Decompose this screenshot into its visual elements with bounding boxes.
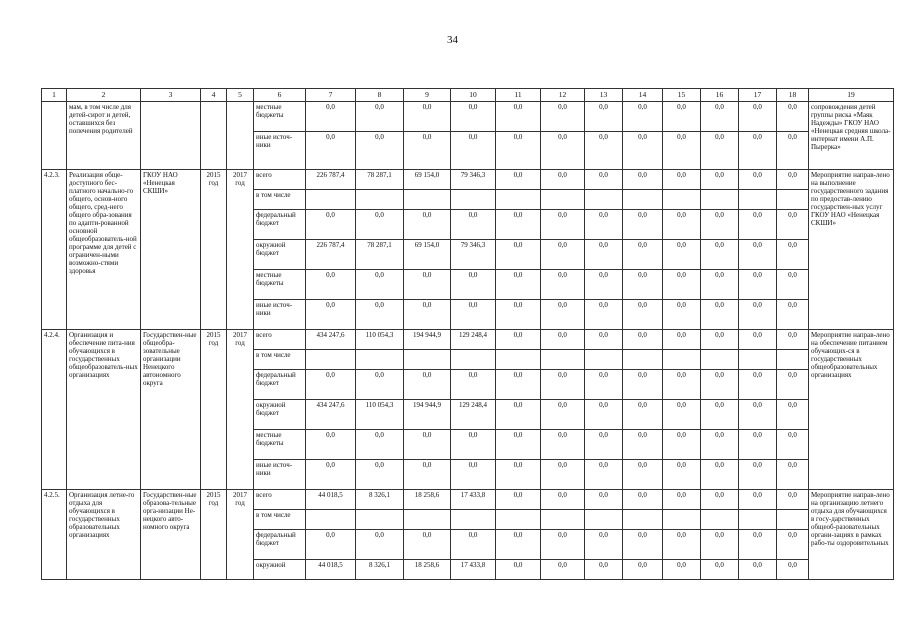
- value-cell: [496, 510, 541, 530]
- value-cell: [701, 350, 739, 370]
- source-label: окружной: [254, 560, 306, 580]
- value-cell: [404, 190, 451, 210]
- value-cell: [623, 350, 663, 370]
- value-cell: 0,0: [623, 210, 663, 240]
- value-cell: [404, 350, 451, 370]
- value-cell: 226 787,4: [306, 240, 356, 270]
- value-cell: 0,0: [739, 270, 777, 300]
- value-cell: [585, 190, 623, 210]
- item-start-year: 2015 год: [201, 490, 227, 580]
- value-cell: 0,0: [496, 490, 541, 510]
- value-cell: 0,0: [701, 330, 739, 350]
- value-cell: 0,0: [701, 560, 739, 580]
- value-cell: 0,0: [404, 530, 451, 560]
- value-cell: 0,0: [451, 270, 496, 300]
- value-cell: 0,0: [451, 132, 496, 170]
- value-cell: 44 018,5: [306, 560, 356, 580]
- value-cell: 0,0: [663, 370, 701, 400]
- value-cell: 0,0: [541, 370, 585, 400]
- value-cell: [585, 350, 623, 370]
- item-start-year: 2015 год: [201, 330, 227, 490]
- value-cell: 0,0: [541, 270, 585, 300]
- value-cell: 0,0: [541, 400, 585, 430]
- value-cell: [739, 190, 777, 210]
- value-cell: 0,0: [306, 530, 356, 560]
- value-cell: 0,0: [623, 530, 663, 560]
- value-cell: 0,0: [306, 132, 356, 170]
- value-cell: 0,0: [739, 490, 777, 510]
- value-cell: 0,0: [496, 460, 541, 490]
- value-cell: 0,0: [663, 400, 701, 430]
- value-cell: 8 326,1: [356, 560, 404, 580]
- header-row: [42, 89, 894, 102]
- source-label: федеральный бюджет: [254, 210, 306, 240]
- value-cell: 110 054,3: [356, 400, 404, 430]
- column-header: 7: [306, 89, 356, 102]
- value-cell: [623, 510, 663, 530]
- value-cell: 0,0: [541, 490, 585, 510]
- value-cell: 0,0: [541, 430, 585, 460]
- value-cell: 434 247,6: [306, 330, 356, 350]
- value-cell: 0,0: [663, 240, 701, 270]
- value-cell: 0,0: [451, 102, 496, 132]
- value-cell: 79 346,3: [451, 240, 496, 270]
- value-cell: 0,0: [451, 530, 496, 560]
- value-cell: 0,0: [496, 170, 541, 190]
- value-cell: [663, 510, 701, 530]
- value-cell: 0,0: [701, 430, 739, 460]
- value-cell: 0,0: [663, 330, 701, 350]
- value-cell: 0,0: [623, 102, 663, 132]
- value-cell: 0,0: [663, 270, 701, 300]
- table-row: [42, 330, 894, 350]
- value-cell: 0,0: [541, 530, 585, 560]
- value-cell: 0,0: [496, 530, 541, 560]
- column-header: 3: [141, 89, 201, 102]
- item-description: сопровождения детей группы риска «Маяк Надежды» ГКОУ НАО «Ненецкая средняя школа-интернат имени А.П. Пырерка»: [809, 102, 894, 170]
- column-header: 6: [254, 89, 306, 102]
- value-cell: 226 787,4: [306, 170, 356, 190]
- item-end-year: 2017 год: [227, 170, 254, 330]
- value-cell: 17 433,8: [451, 560, 496, 580]
- value-cell: 0,0: [496, 330, 541, 350]
- value-cell: 0,0: [451, 370, 496, 400]
- value-cell: 0,0: [663, 210, 701, 240]
- value-cell: 0,0: [306, 210, 356, 240]
- value-cell: 434 247,6: [306, 400, 356, 430]
- value-cell: 110 054,3: [356, 330, 404, 350]
- value-cell: 0,0: [306, 102, 356, 132]
- value-cell: 0,0: [585, 132, 623, 170]
- table-row: [42, 102, 894, 132]
- value-cell: 0,0: [701, 370, 739, 400]
- value-cell: [777, 510, 809, 530]
- column-header: 16: [701, 89, 739, 102]
- value-cell: 69 154,0: [404, 240, 451, 270]
- source-label: всего: [254, 170, 306, 190]
- value-cell: 0,0: [496, 132, 541, 170]
- value-cell: 17 433,8: [451, 490, 496, 510]
- value-cell: 0,0: [739, 560, 777, 580]
- value-cell: 0,0: [777, 560, 809, 580]
- value-cell: 0,0: [777, 240, 809, 270]
- source-label: всего: [254, 490, 306, 510]
- item-end-year: 2017 год: [227, 490, 254, 580]
- column-header: 11: [496, 89, 541, 102]
- column-header: 15: [663, 89, 701, 102]
- value-cell: 0,0: [585, 170, 623, 190]
- value-cell: [496, 350, 541, 370]
- value-cell: 0,0: [701, 170, 739, 190]
- value-cell: 0,0: [701, 490, 739, 510]
- value-cell: 0,0: [777, 430, 809, 460]
- value-cell: 0,0: [701, 300, 739, 330]
- value-cell: 0,0: [356, 132, 404, 170]
- item-number: 4.2.4.: [42, 330, 67, 490]
- value-cell: 0,0: [585, 300, 623, 330]
- item-executor: Государствен-ные общеобра-зовательные организации Ненецкого автономного округа: [141, 330, 201, 490]
- value-cell: 0,0: [623, 270, 663, 300]
- value-cell: 0,0: [451, 460, 496, 490]
- value-cell: 0,0: [541, 330, 585, 350]
- value-cell: 129 248,4: [451, 330, 496, 350]
- value-cell: 0,0: [623, 240, 663, 270]
- source-label: иные источ-ники: [254, 460, 306, 490]
- column-header: 17: [739, 89, 777, 102]
- value-cell: 0,0: [541, 102, 585, 132]
- value-cell: 79 346,3: [451, 170, 496, 190]
- value-cell: 0,0: [701, 102, 739, 132]
- value-cell: 0,0: [585, 460, 623, 490]
- value-cell: 0,0: [496, 270, 541, 300]
- value-cell: 0,0: [701, 132, 739, 170]
- column-header: 4: [201, 89, 227, 102]
- value-cell: 0,0: [739, 370, 777, 400]
- value-cell: 0,0: [623, 370, 663, 400]
- value-cell: 0,0: [739, 430, 777, 460]
- program-table: [41, 88, 894, 580]
- value-cell: 0,0: [623, 300, 663, 330]
- value-cell: 0,0: [356, 210, 404, 240]
- value-cell: 0,0: [356, 430, 404, 460]
- value-cell: 0,0: [404, 430, 451, 460]
- value-cell: 0,0: [306, 370, 356, 400]
- value-cell: [306, 510, 356, 530]
- table-row: [42, 170, 894, 190]
- value-cell: 0,0: [739, 530, 777, 560]
- item-number: [42, 102, 67, 170]
- value-cell: [496, 190, 541, 210]
- column-header: 1: [42, 89, 67, 102]
- column-header: 13: [585, 89, 623, 102]
- value-cell: 0,0: [663, 102, 701, 132]
- value-cell: 0,0: [739, 210, 777, 240]
- value-cell: 0,0: [541, 300, 585, 330]
- item-name: Реализация обще-доступного бес-платного начально-го общего, основ-ного общего, сред-него общего обра-зования по адапти-рованной основной общеобразователь-ной программе для детей с ограничен-ными возможно-стями здоровья: [67, 170, 141, 330]
- item-end-year: [227, 102, 254, 170]
- source-label: местные бюджеты: [254, 270, 306, 300]
- value-cell: 0,0: [356, 460, 404, 490]
- column-header: 10: [451, 89, 496, 102]
- value-cell: 0,0: [663, 530, 701, 560]
- value-cell: [451, 190, 496, 210]
- value-cell: 0,0: [777, 270, 809, 300]
- value-cell: 0,0: [623, 460, 663, 490]
- value-cell: 69 154,0: [404, 170, 451, 190]
- value-cell: 0,0: [585, 240, 623, 270]
- value-cell: 0,0: [541, 132, 585, 170]
- value-cell: [663, 190, 701, 210]
- value-cell: 0,0: [739, 102, 777, 132]
- value-cell: 0,0: [623, 330, 663, 350]
- item-end-year: 2017 год: [227, 330, 254, 490]
- value-cell: 0,0: [777, 460, 809, 490]
- value-cell: 78 287,1: [356, 240, 404, 270]
- value-cell: 0,0: [623, 560, 663, 580]
- source-label: местные бюджеты: [254, 102, 306, 132]
- value-cell: 0,0: [404, 460, 451, 490]
- value-cell: 0,0: [541, 170, 585, 190]
- value-cell: 0,0: [585, 530, 623, 560]
- value-cell: 0,0: [663, 430, 701, 460]
- column-header: 9: [404, 89, 451, 102]
- value-cell: 0,0: [496, 300, 541, 330]
- source-label: в том числе: [254, 350, 306, 370]
- value-cell: 0,0: [541, 560, 585, 580]
- source-label: местные бюджеты: [254, 430, 306, 460]
- value-cell: 0,0: [585, 210, 623, 240]
- value-cell: 0,0: [404, 132, 451, 170]
- value-cell: [777, 350, 809, 370]
- value-cell: 0,0: [496, 400, 541, 430]
- value-cell: 0,0: [623, 132, 663, 170]
- value-cell: 0,0: [404, 210, 451, 240]
- value-cell: 0,0: [496, 240, 541, 270]
- value-cell: [356, 510, 404, 530]
- value-cell: 0,0: [777, 530, 809, 560]
- value-cell: 0,0: [623, 490, 663, 510]
- value-cell: [701, 190, 739, 210]
- value-cell: 0,0: [404, 300, 451, 330]
- item-name: Организация и обеспечение пита-ния обучающихся в государственных общеобразователь-ных организациях: [67, 330, 141, 490]
- value-cell: 0,0: [306, 430, 356, 460]
- value-cell: 0,0: [701, 270, 739, 300]
- value-cell: 0,0: [739, 132, 777, 170]
- value-cell: 8 326,1: [356, 490, 404, 510]
- value-cell: 0,0: [701, 400, 739, 430]
- value-cell: 18 258,6: [404, 560, 451, 580]
- value-cell: 0,0: [541, 240, 585, 270]
- value-cell: 0,0: [739, 330, 777, 350]
- value-cell: [306, 350, 356, 370]
- value-cell: 0,0: [585, 490, 623, 510]
- value-cell: 0,0: [701, 460, 739, 490]
- value-cell: 0,0: [623, 170, 663, 190]
- value-cell: [541, 510, 585, 530]
- value-cell: [356, 190, 404, 210]
- value-cell: 0,0: [496, 102, 541, 132]
- source-label: федеральный бюджет: [254, 370, 306, 400]
- value-cell: 0,0: [663, 170, 701, 190]
- value-cell: 0,0: [496, 430, 541, 460]
- value-cell: 44 018,5: [306, 490, 356, 510]
- source-label: в том числе: [254, 190, 306, 210]
- item-name: Организация летне-го отдыха для обучающихся в государственных образовательных организациях: [67, 490, 141, 580]
- item-number: 4.2.3.: [42, 170, 67, 330]
- value-cell: 0,0: [356, 270, 404, 300]
- value-cell: 0,0: [585, 400, 623, 430]
- column-header: 19: [809, 89, 894, 102]
- value-cell: [623, 190, 663, 210]
- value-cell: 194 944,9: [404, 330, 451, 350]
- value-cell: 129 248,4: [451, 400, 496, 430]
- value-cell: 0,0: [356, 530, 404, 560]
- value-cell: 0,0: [777, 370, 809, 400]
- value-cell: 0,0: [701, 240, 739, 270]
- source-label: всего: [254, 330, 306, 350]
- column-header: 5: [227, 89, 254, 102]
- value-cell: 0,0: [541, 460, 585, 490]
- value-cell: 0,0: [739, 300, 777, 330]
- value-cell: 0,0: [777, 490, 809, 510]
- value-cell: 0,0: [356, 370, 404, 400]
- item-executor: Государствен-ные образова-тельные орга-низации Не-нецкого авто-номного округа: [141, 490, 201, 580]
- value-cell: 0,0: [585, 270, 623, 300]
- page-number: 34: [447, 34, 458, 46]
- value-cell: 0,0: [585, 102, 623, 132]
- value-cell: 0,0: [585, 560, 623, 580]
- value-cell: 0,0: [777, 102, 809, 132]
- value-cell: 0,0: [585, 370, 623, 400]
- column-header: 18: [777, 89, 809, 102]
- value-cell: [404, 510, 451, 530]
- value-cell: 0,0: [306, 300, 356, 330]
- value-cell: 0,0: [404, 102, 451, 132]
- value-cell: 0,0: [496, 560, 541, 580]
- value-cell: 0,0: [739, 170, 777, 190]
- value-cell: 0,0: [701, 210, 739, 240]
- source-label: федеральный бюджет: [254, 530, 306, 560]
- value-cell: 0,0: [585, 330, 623, 350]
- value-cell: [541, 350, 585, 370]
- column-header: 12: [541, 89, 585, 102]
- value-cell: [306, 190, 356, 210]
- table-row: [42, 490, 894, 510]
- column-header: 2: [67, 89, 141, 102]
- value-cell: 0,0: [739, 240, 777, 270]
- value-cell: 0,0: [739, 400, 777, 430]
- value-cell: 0,0: [777, 300, 809, 330]
- value-cell: [451, 350, 496, 370]
- value-cell: [356, 350, 404, 370]
- item-description: Мероприятие направ-лено на обеспечение питанием обучающих-ся в государственных общеобразовательных организациях: [809, 330, 894, 490]
- value-cell: 0,0: [451, 300, 496, 330]
- item-start-year: [201, 102, 227, 170]
- value-cell: [663, 350, 701, 370]
- value-cell: [541, 190, 585, 210]
- value-cell: 0,0: [777, 210, 809, 240]
- item-start-year: 2015 год: [201, 170, 227, 330]
- value-cell: 0,0: [541, 210, 585, 240]
- value-cell: 0,0: [663, 560, 701, 580]
- source-label: окружной бюджет: [254, 400, 306, 430]
- item-number: 4.2.5.: [42, 490, 67, 580]
- value-cell: 18 258,6: [404, 490, 451, 510]
- value-cell: 0,0: [496, 210, 541, 240]
- item-description: Мероприятие направ-лено на организацию летнего отдыха для обучающихся в госу-дарственных общеоб-разовательных органи-зациях в рамках рабо-ты оздоровительных: [809, 490, 894, 580]
- value-cell: 0,0: [739, 460, 777, 490]
- source-label: иные источ-ники: [254, 132, 306, 170]
- value-cell: 0,0: [496, 370, 541, 400]
- value-cell: 0,0: [623, 400, 663, 430]
- value-cell: [739, 350, 777, 370]
- value-cell: [585, 510, 623, 530]
- value-cell: 0,0: [663, 460, 701, 490]
- value-cell: 0,0: [451, 210, 496, 240]
- source-label: в том числе: [254, 510, 306, 530]
- value-cell: 0,0: [777, 330, 809, 350]
- value-cell: 0,0: [623, 430, 663, 460]
- value-cell: 194 944,9: [404, 400, 451, 430]
- value-cell: 0,0: [663, 490, 701, 510]
- value-cell: 0,0: [306, 460, 356, 490]
- item-executor: [141, 102, 201, 170]
- value-cell: 78 287,1: [356, 170, 404, 190]
- value-cell: 0,0: [404, 370, 451, 400]
- value-cell: 0,0: [306, 270, 356, 300]
- item-description: Мероприятие направ-лено на выполнение государственного задания по предостав-лению государствен-ных услуг ГКОУ НАО «Ненецкая СКШИ»: [809, 170, 894, 330]
- value-cell: 0,0: [777, 170, 809, 190]
- item-executor: ГКОУ НАО «Ненецкая СКШИ»: [141, 170, 201, 330]
- value-cell: 0,0: [356, 300, 404, 330]
- value-cell: 0,0: [777, 132, 809, 170]
- source-label: окружной бюджет: [254, 240, 306, 270]
- value-cell: 0,0: [451, 430, 496, 460]
- value-cell: 0,0: [663, 300, 701, 330]
- value-cell: [777, 190, 809, 210]
- value-cell: 0,0: [404, 270, 451, 300]
- value-cell: 0,0: [585, 430, 623, 460]
- column-header: 8: [356, 89, 404, 102]
- source-label: иные источ-ники: [254, 300, 306, 330]
- value-cell: 0,0: [777, 400, 809, 430]
- value-cell: 0,0: [701, 530, 739, 560]
- value-cell: [701, 510, 739, 530]
- value-cell: [739, 510, 777, 530]
- column-header: 14: [623, 89, 663, 102]
- value-cell: 0,0: [663, 132, 701, 170]
- value-cell: [451, 510, 496, 530]
- value-cell: 0,0: [356, 102, 404, 132]
- item-name: мам, в том числе для детей-сирот и детей, оставшихся без попечения родителей: [67, 102, 141, 170]
